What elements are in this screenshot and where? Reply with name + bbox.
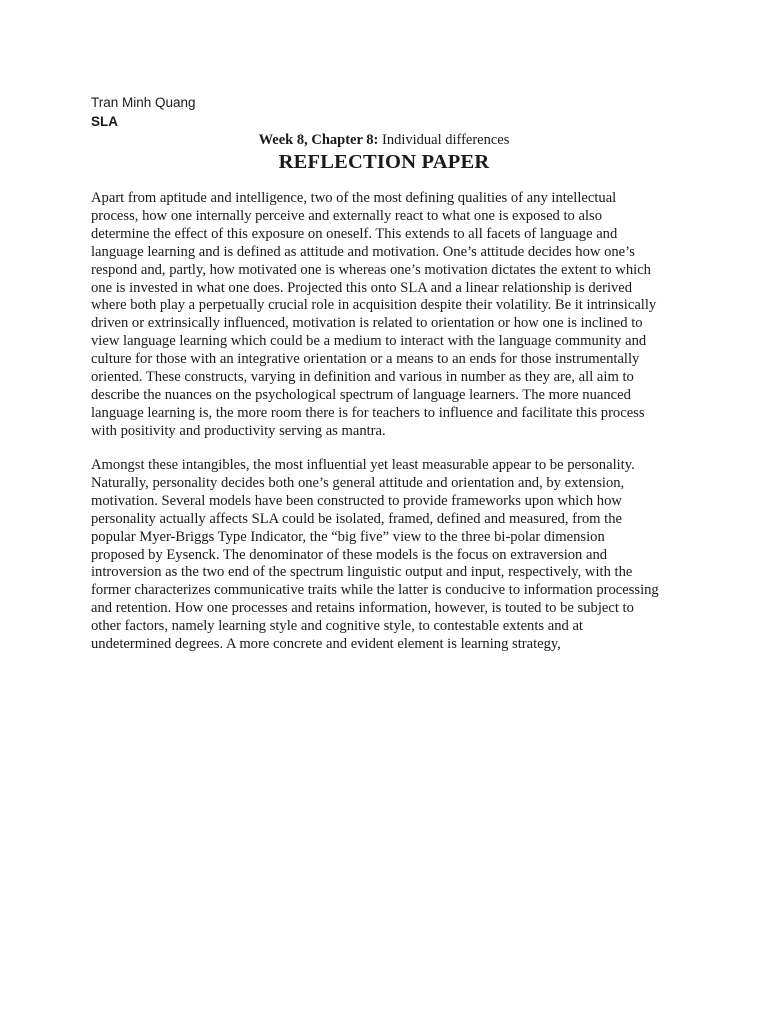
paragraph-1 — [91, 190, 731, 441]
paragraph-line: culture for those with an integrative orientation or a means to an ends for those instrumentally — [91, 351, 640, 368]
paragraph-line: Naturally, personality decides both one’s general attitude and orientation and, by extension, — [91, 474, 625, 491]
page-title: REFLECTION PAPER — [278, 151, 490, 173]
paragraph-line: process, how one internally perceive and externally react to what one is exposed to also — [91, 207, 603, 224]
paragraph-line: language learning and is defined as attitude and motivation. One’s attitude decides how one’s — [91, 243, 635, 260]
paragraph-line: Amongst these intangibles, the most influential yet least measurable appear to be personality. — [91, 457, 635, 473]
week-label: Week 8, Chapter 8: — [258, 132, 379, 148]
paragraph-line: with positivity and productivity serving as mantra. — [91, 422, 386, 439]
paragraph-line: former characterizes communicative traits while the latter is conducive to information processing — [91, 582, 659, 599]
week-topic: Individual differences — [382, 132, 510, 148]
paragraph-line: one is invested in what one does. Projected this onto SLA and a linear relationship is derived — [91, 279, 633, 296]
author-name: Tran Minh Quang — [91, 95, 196, 110]
paragraph-line: proposed by Eysenck. The denominator of these models is the focus on extraversion and — [91, 546, 608, 563]
paragraph-line: driven or extrinsically influenced, motivation is related to orientation or how one is inclined to — [91, 315, 643, 332]
paragraph-line: motivation. Several models have been constructed to provide frameworks upon which how — [91, 492, 622, 509]
paragraph-line: describe the nuances on the psychological spectrum of language learners. The more nuanced — [91, 386, 631, 403]
paragraph-line: introversion as the two end of the spectrum linguistic output and input, respectively, with the — [91, 564, 633, 581]
week-chapter-line — [0, 131, 768, 150]
paragraph-line: popular Myer-Briggs Type Indicator, the “big five” view to the three bi-polar dimension — [91, 528, 605, 545]
paragraph-line: where both play a perpetually crucial role in acquisition despite their volatility. Be it intrinsically — [91, 297, 657, 314]
paragraph-line: respond and, partly, how motivated one is whereas one’s motivation dictates the extent to which — [91, 261, 651, 278]
paragraph-line: Apart from aptitude and intelligence, two of the most defining qualities of any intellectual — [91, 190, 617, 206]
paragraph-line: and retention. How one processes and retains information, however, is touted to be subject to — [91, 600, 634, 617]
paragraph-line: oriented. These constructs, varying in definition and various in number as they are, all aim to — [91, 369, 634, 386]
paragraph-line: language learning is, the more room there is for teachers to influence and facilitate this process — [91, 404, 645, 421]
paragraph-line: personality actually affects SLA could be isolated, framed, defined and measured, from the — [91, 510, 623, 527]
paragraph-2 — [91, 457, 731, 654]
paragraph-line: view language learning which could be a medium to interact with the language community and — [91, 333, 647, 350]
paragraph-line: determine the effect of this exposure on oneself. This extends to all facets of language and — [91, 225, 618, 242]
course-name: SLA — [91, 114, 118, 129]
paragraph-line: undetermined degrees. A more concrete and evident element is learning strategy, — [91, 636, 561, 653]
paragraph-line: other factors, namely learning style and cognitive style, to contestable extents and at — [91, 618, 583, 635]
